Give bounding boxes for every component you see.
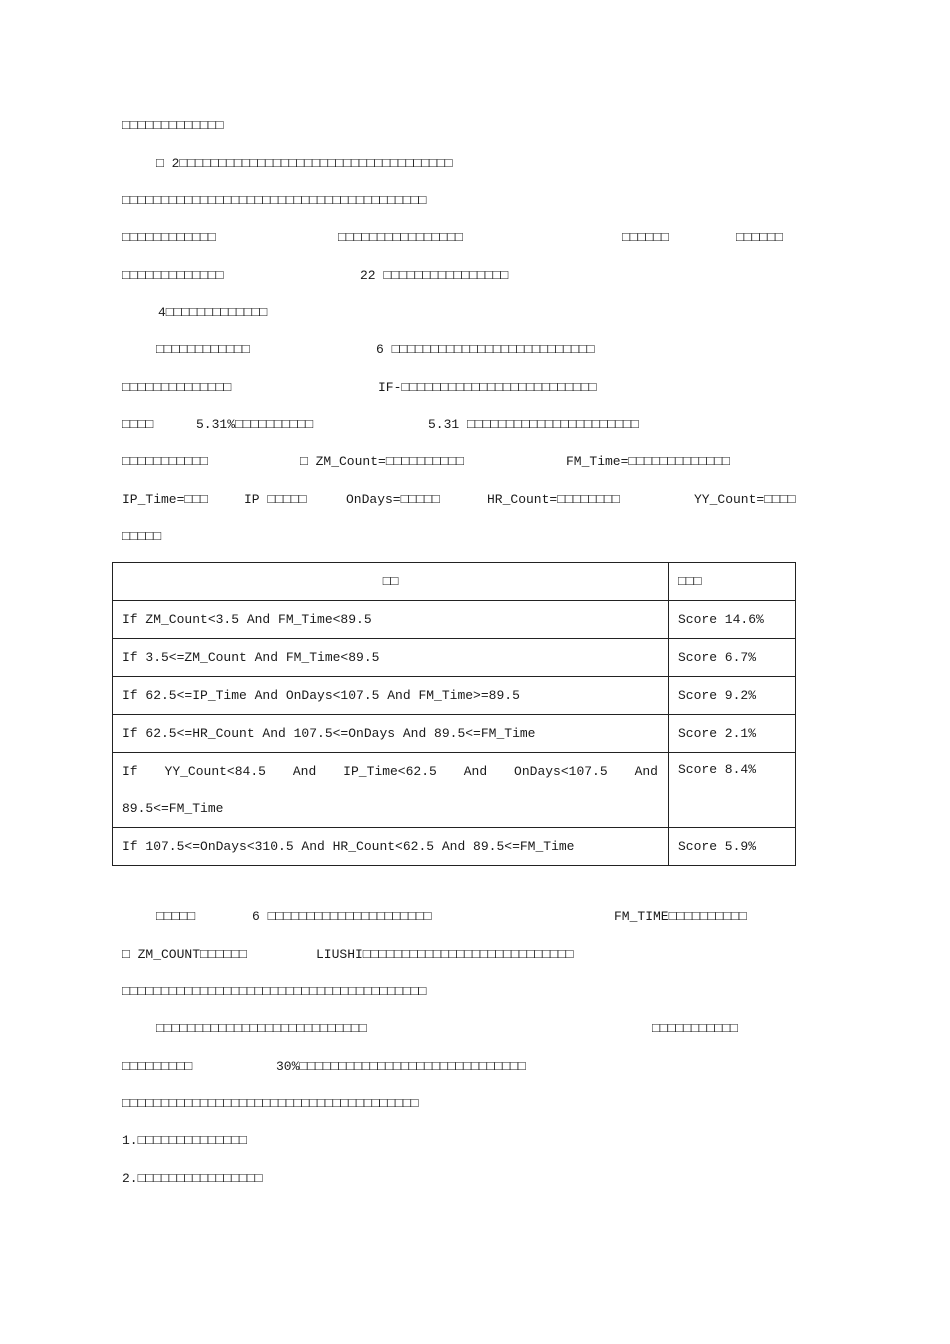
rule-column-header: □□ xyxy=(113,563,669,601)
table-row xyxy=(113,828,796,866)
table-row xyxy=(113,715,796,753)
text-line: □□□□□□□□□□□□□ xyxy=(122,268,224,283)
rule-line-2: 89.5<=FM_Time xyxy=(122,801,224,816)
rule-cell xyxy=(113,753,669,828)
table-row xyxy=(113,639,796,677)
text-line: HR_Count=□□□□□□□□ xyxy=(487,492,620,507)
text-line: □□□□ xyxy=(122,417,154,432)
text-line: FM_Time=□□□□□□□□□□□□□ xyxy=(566,454,730,469)
text-line: 2.□□□□□□□□□□□□□□□□ xyxy=(122,1171,263,1186)
text-line: IP_Time=□□□ xyxy=(122,492,208,507)
score-cell: Score 5.9% xyxy=(669,828,796,866)
score-cell: Score 14.6% xyxy=(669,601,796,639)
rule-cell: If 107.5<=OnDays<310.5 And HR_Count<62.5 And 89.5<=FM_Time xyxy=(113,828,669,866)
rule-cell: If ZM_Count<3.5 And FM_Time<89.5 xyxy=(113,601,669,639)
text-line: 1.□□□□□□□□□□□□□□ xyxy=(122,1133,247,1148)
text-line: □□□□□□□□□ xyxy=(122,1059,193,1074)
text-line: YY_Count=□□□□ xyxy=(694,492,796,507)
text-line: □□□□□□ xyxy=(736,230,783,245)
text-line: □□□□□□□□□□□□□□□□□□□□□□□□□□□□□□□□□□□□□□□ xyxy=(122,193,427,208)
text-line: □□□□□□□□□□□□□□□□ xyxy=(338,230,463,245)
text-line: OnDays=□□□□□ xyxy=(346,492,440,507)
text-line: 4□□□□□□□□□□□□□ xyxy=(158,305,268,320)
rule-cell: If 3.5<=ZM_Count And FM_Time<89.5 xyxy=(113,639,669,677)
table-row xyxy=(113,753,796,828)
text-line: □□□□□ xyxy=(156,909,196,924)
text-line: 5.31%□□□□□□□□□□ xyxy=(196,417,314,432)
score-cell: Score 6.7% xyxy=(669,639,796,677)
score-cell: Score 2.1% xyxy=(669,715,796,753)
text-line: 5.31 □□□□□□□□□□□□□□□□□□□□□□ xyxy=(428,417,639,432)
text-line: □ ZM_Count=□□□□□□□□□□ xyxy=(300,454,464,469)
table-row xyxy=(113,677,796,715)
text-line: □□□□□□□□□□□□□□□□□□□□□□□□□□□□□□□□□□□□□□□ xyxy=(122,984,427,999)
text-line: □□□□□□□□□□□□□□□□□□□□□□□□□□□ xyxy=(156,1021,367,1036)
text-line: □□□□□□□□□□□□ xyxy=(122,230,216,245)
text-line: 22 □□□□□□□□□□□□□□□□ xyxy=(360,268,509,283)
rule-cell: If 62.5<=HR_Count And 107.5<=OnDays And 89.5<=FM_Time xyxy=(113,715,669,753)
text-line: □ ZM_COUNT□□□□□□ xyxy=(122,947,247,962)
score-column-header: □□□ xyxy=(669,563,796,601)
score-cell: Score 8.4% xyxy=(669,753,796,828)
rule-cell: If 62.5<=IP_Time And OnDays<107.5 And FM_Time>=89.5 xyxy=(113,677,669,715)
text-line: □□□□□□□□□□□□□□ xyxy=(122,380,232,395)
text-line: □□□□□□□□□□□□ xyxy=(156,342,250,357)
text-line: 6 □□□□□□□□□□□□□□□□□□□□□ xyxy=(252,909,432,924)
table-header-row xyxy=(113,563,796,601)
text-line: IP □□□□□ xyxy=(244,492,307,507)
text-line: □□□□□□□□□□□□□□□□□□□□□□□□□□□□□□□□□□□□□□ xyxy=(122,1096,419,1111)
rules-table xyxy=(112,562,796,866)
text-line: □□□□□□□□□□□□□ xyxy=(122,118,224,133)
text-line: FM_TIME□□□□□□□□□□ xyxy=(614,909,747,924)
text-line: □□□□□□□□□□□ xyxy=(652,1021,738,1036)
text-line: □ 2□□□□□□□□□□□□□□□□□□□□□□□□□□□□□□□□□□□ xyxy=(156,156,453,171)
text-line: □□□□□□□□□□□ xyxy=(122,454,208,469)
table-row xyxy=(113,601,796,639)
score-cell: Score 9.2% xyxy=(669,677,796,715)
text-line: □□□□□□ xyxy=(622,230,669,245)
text-line: □□□□□ xyxy=(122,529,162,544)
rule-line-1: If YY_Count<84.5 And IP_Time<62.5 And OnDays<107.5 And xyxy=(122,764,658,779)
text-line: LIUSHI□□□□□□□□□□□□□□□□□□□□□□□□□□□ xyxy=(316,947,574,962)
text-line: 6 □□□□□□□□□□□□□□□□□□□□□□□□□□ xyxy=(376,342,595,357)
text-line: IF-□□□□□□□□□□□□□□□□□□□□□□□□□ xyxy=(378,380,597,395)
text-line: 30%□□□□□□□□□□□□□□□□□□□□□□□□□□□□□ xyxy=(276,1059,526,1074)
